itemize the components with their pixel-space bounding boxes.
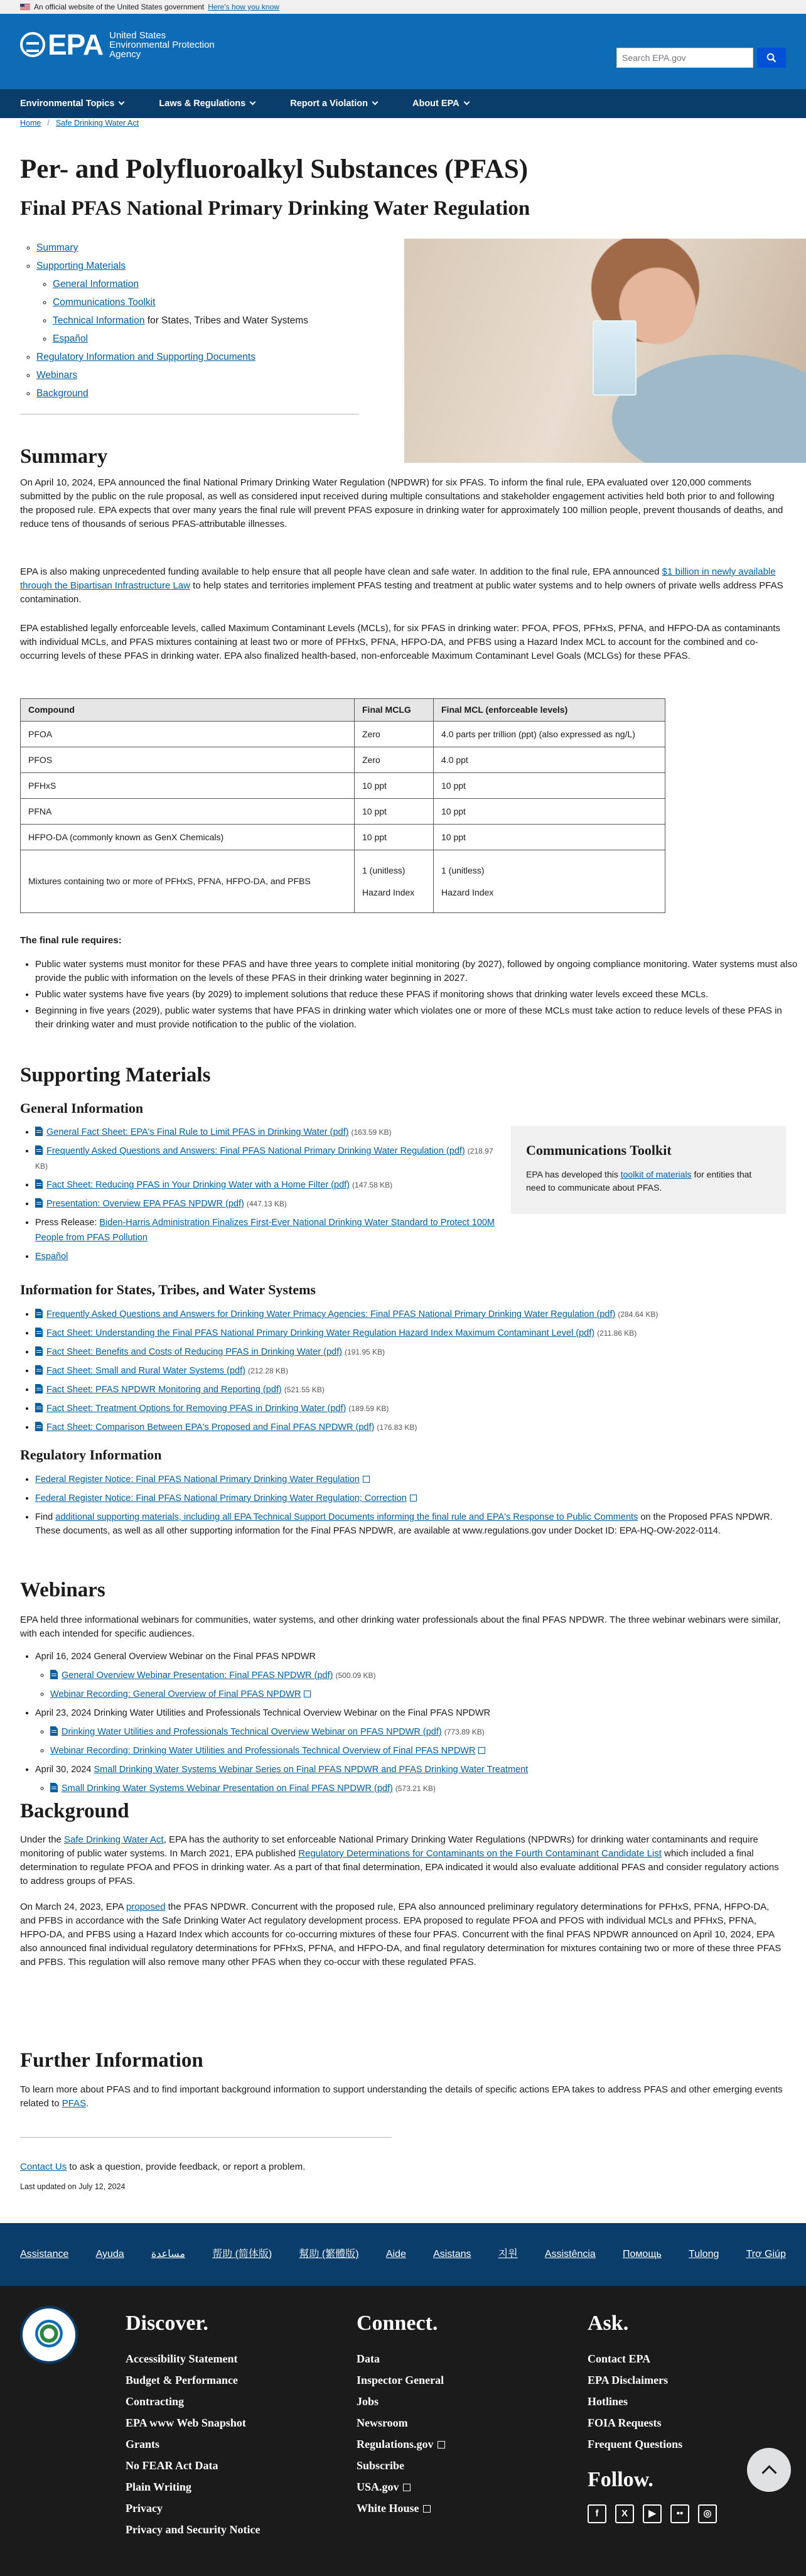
footer-link[interactable]: FOIA Requests bbox=[588, 2416, 662, 2429]
last-updated: Last updated on July 12, 2024 bbox=[20, 2182, 126, 2191]
x-icon[interactable]: X bbox=[615, 2504, 634, 2523]
table-row: PFHxS 10 ppt 10 ppt bbox=[21, 773, 665, 799]
social-links bbox=[588, 2504, 717, 2523]
search-icon bbox=[766, 53, 776, 63]
lang-link[interactable]: Trợ Giúp bbox=[746, 2249, 786, 2259]
lang-link[interactable]: Assistência bbox=[544, 2249, 596, 2259]
col-compound: Compound bbox=[21, 699, 355, 722]
general-heading: General Information bbox=[20, 1100, 144, 1116]
toc-background[interactable]: Background bbox=[36, 387, 89, 399]
pdf-icon bbox=[35, 1346, 43, 1356]
footer-link[interactable]: Privacy bbox=[126, 2502, 163, 2514]
col-mclg: Final MCLG bbox=[355, 699, 434, 722]
footer-link[interactable]: Privacy and Security Notice bbox=[126, 2523, 261, 2536]
footer-link[interactable]: Newsroom bbox=[357, 2416, 408, 2429]
funding-link[interactable]: $1 billion in newly available through the Bipartisan Infrastructure Law bbox=[20, 566, 776, 591]
footer-link[interactable]: Grants bbox=[126, 2438, 159, 2450]
table-row: PFOA Zero 4.0 parts per trillion (ppt) (also expressed as ng/L) bbox=[21, 722, 665, 747]
pdf-icon bbox=[50, 1783, 58, 1792]
reg-heading: Regulatory Information bbox=[20, 1447, 162, 1463]
breadcrumb-sdwa[interactable]: Safe Drinking Water Act bbox=[55, 119, 139, 127]
footer-link[interactable]: Inspector General bbox=[357, 2374, 444, 2386]
lang-link[interactable]: Ayuda bbox=[95, 2249, 124, 2259]
tech-heading: Information for States, Tribes, and Water Systems bbox=[20, 1282, 316, 1297]
toc-summary[interactable]: Summary bbox=[36, 242, 78, 253]
footer-link[interactable]: Frequent Questions bbox=[588, 2438, 683, 2450]
summary-p1: On April 10, 2024, EPA announced the final National Primary Drinking Water Regulation (NPDWR) for six PFAS. To inform the final rule, EPA evaluated over 120,000 comments submitted by the public on the rule proposal, as well as considered input received during multiple consultations and stakeholder engagement activities held both prior to and following the proposed rule. EPA expects that over many years the final rule will prevent PFAS exposure in drinking water for approximately 100 million people, prevent thousands of deaths, and reduce tens of thousands of serious PFAS-attributable illnesses. bbox=[20, 477, 783, 529]
reg-list: • Federal Register Notice: Final PFAS National Primary Drinking Water Regulation • Federal Register Notice: Final PFAS National Primary Drinking Water Regulation; Correction • Find additional supporting materials, including all EPA Technical Support Documents informing the final rule and EPA's Response to Public Comments on the Proposed PFAS NPDWR. These documents, as well as all other supporting information for the Final PFAS NPDWR, are available at www.regulations.gov under Docket ID: EPA-HQ-OW-2022-0114. bbox=[20, 1470, 786, 1538]
lang-link[interactable]: Asistans bbox=[433, 2249, 471, 2259]
epa-logo[interactable]: EPA United States Environmental Protection Agency bbox=[20, 28, 215, 62]
toc-technical[interactable]: Technical Information bbox=[53, 315, 145, 326]
water-glass bbox=[593, 320, 637, 396]
summary-p2: EPA is also making unprecedented funding available to help ensure that all people have clean and safe water. In addition to the final rule, EPA announced $1 billion in newly available through the Bipartisan Infrastructure Law to help states and territories implement PFAS testing and treatment at public water systems and to help owners of private wells address PFAS contamination. bbox=[20, 566, 783, 605]
list-item: • Beginning in five years (2029), public water systems that have PFAS in drinking water which violates one or more of these MCLs must take action to reduce levels of these PFAS in their drinking water and must provide notification to the public of the violation. bbox=[35, 1004, 801, 1032]
footer-link[interactable]: EPA www Web Snapshot bbox=[126, 2416, 246, 2429]
chevron-down-icon bbox=[372, 99, 379, 106]
general-link-1[interactable]: General Fact Sheet: EPA's Final Rule to Limit PFAS in Drinking Water (pdf) bbox=[46, 1127, 349, 1137]
pdf-icon bbox=[35, 1328, 43, 1337]
footer-link[interactable]: EPA Disclaimers bbox=[588, 2374, 669, 2386]
pdf-icon bbox=[35, 1145, 43, 1155]
breadcrumb: Home / Safe Drinking Water Act bbox=[20, 119, 139, 127]
nav-report-violation[interactable]: Report a Violation bbox=[290, 89, 377, 118]
comms-toolkit-box bbox=[511, 1126, 786, 1214]
pdf-icon bbox=[35, 1127, 43, 1136]
breadcrumb-home[interactable]: Home bbox=[20, 119, 41, 127]
epa-logo-icon bbox=[20, 32, 45, 57]
further-heading: Further Information bbox=[20, 2049, 203, 2072]
main-content bbox=[20, 154, 786, 414]
lang-link[interactable]: 幫助 (繁體版) bbox=[299, 2249, 359, 2259]
external-link-icon bbox=[423, 2505, 431, 2513]
general-list: • General Fact Sheet: EPA's Final Rule to Limit PFAS in Drinking Water (pdf) (163.59 KB) • Frequently Asked Questions and Answers: Final PFAS National Primary Drinking Water Regulation (pdf) (218.97 KB) • Fact Sheet: Reducing PFAS in Your Drinking Water with a Home Filter (pdf) (147.58 KB) • Presentation: Overview EPA PFAS NPDWR (pdf) (447.13 KB) • Press Release: Biden-Harris Administration Finalizes First-Ever National Drinking Water Standard to Protect 100M People from PFAS Pollution • Español bbox=[20, 1123, 503, 1266]
nav-about-epa[interactable]: About EPA bbox=[412, 89, 469, 118]
tech-link-2[interactable]: Fact Sheet: Understanding the Final PFAS National Primary Drinking Water Regulation Hazard Index Maximum Contaminant Level (pdf) bbox=[46, 1328, 595, 1338]
toc-supporting[interactable]: Supporting Materials bbox=[36, 260, 126, 271]
footer-link[interactable]: Regulations.gov bbox=[357, 2433, 445, 2455]
footer-link[interactable]: Data bbox=[357, 2352, 380, 2365]
footer-link[interactable]: Hotlines bbox=[588, 2395, 628, 2408]
summary-heading: Summary bbox=[20, 445, 108, 468]
external-link-icon bbox=[438, 2441, 445, 2449]
tech-link-5[interactable]: Fact Sheet: PFAS NPDWR Monitoring and Reporting (pdf) bbox=[46, 1385, 282, 1395]
nav-environmental-topics[interactable]: Environmental Topics bbox=[20, 89, 124, 118]
back-to-top-button[interactable] bbox=[747, 2448, 791, 2492]
espanol-link[interactable]: Español bbox=[35, 1252, 68, 1262]
supporting-heading: Supporting Materials bbox=[20, 1064, 211, 1086]
toc-regulatory[interactable]: Regulatory Information and Supporting Documents bbox=[36, 351, 255, 362]
list-item: • Public water systems have five years (by 2029) to implement solutions that reduce these PFAS if monitoring shows that drinking water levels exceed these MCLs. bbox=[35, 988, 801, 1002]
mcl-table bbox=[20, 698, 665, 913]
summary-p3: EPA established legally enforceable levels, called Maximum Contaminant Levels (MCLs), for six PFAS in drinking water: PFOA, PFOS, PFHxS, PFNA, and HFPO-DA as contaminants with individual MCLs, and PFAS mixtures containing at least two or more of PFHxS, PFNA, HFPO-DA, and PFBS using a Hazard Index MCL to account for the combined and co-occurring levels of these PFAS in drinking water. EPA also finalized health-based, non-enforceable Maximum Contaminant Level Goals (MCLGs) for these PFAS. bbox=[20, 623, 781, 661]
contact-line: Contact Us to ask a question, provide feedback, or report a problem. bbox=[20, 2162, 306, 2172]
footer-link[interactable]: No FEAR Act Data bbox=[126, 2459, 218, 2472]
site-search bbox=[616, 48, 786, 68]
lang-link[interactable]: Assistance bbox=[20, 2249, 69, 2259]
pdf-icon bbox=[35, 1198, 43, 1208]
webinar3-pdf-link[interactable]: Small Drinking Water Systems Webinar Presentation on Final PFAS NPDWR (pdf) bbox=[62, 1783, 393, 1794]
background-heading: Background bbox=[20, 1800, 129, 1822]
general-link-3[interactable]: Fact Sheet: Reducing PFAS in Your Drinking Water with a Home Filter (pdf) bbox=[46, 1180, 350, 1190]
chevron-down-icon bbox=[119, 99, 125, 106]
webinars-heading: Webinars bbox=[20, 1579, 105, 1601]
page-subtitle: Final PFAS National Primary Drinking Water Regulation bbox=[20, 197, 530, 220]
agency-name: United States Environmental Protection Agency bbox=[109, 30, 215, 60]
requires-heading: The final rule requires: bbox=[20, 935, 122, 946]
lang-link[interactable]: Tulong bbox=[689, 2249, 719, 2259]
webinar-list: • April 16, 2024 General Overview Webinar on the Final PFAS NPDWR ◦ General Overview Webinar Presentation: Final PFAS NPDWR (pdf) (500.09 KB) ◦ Webinar Recording: General Overview of Final PFAS NPDWR • April 23, 2024 Drinking Water Utilities and Professionals Technical Overview Webinar on the Final PFAS NPDWR ◦ Drinking Water Utilities and Professionals Technical Overview Webinar on PFAS NPDWR (pdf) (773.89 KB) ◦ Webinar Recording: Drinking Water Utilities and Professionals Technical Overview of Final PFAS NPDWR • April 30, 2024 Small Drinking Water Systems Webinar Series on Final PFAS NPDWR and PFAS Drinking Water Treatment ◦ Small Drinking Water Systems Webinar Presentation on Final PFAS NPDWR (pdf) (573.21 KB) bbox=[20, 1647, 786, 1798]
pdf-icon bbox=[35, 1403, 43, 1412]
external-link-icon bbox=[363, 1476, 370, 1483]
lang-link[interactable]: Aide bbox=[385, 2249, 406, 2259]
external-link-icon bbox=[304, 1691, 311, 1697]
toolkit-link[interactable]: toolkit of materials bbox=[620, 1169, 692, 1179]
pdf-icon bbox=[35, 1384, 43, 1394]
footer-link[interactable]: Contact EPA bbox=[588, 2352, 651, 2365]
instagram-icon[interactable]: ◎ bbox=[698, 2504, 717, 2523]
youtube-icon[interactable]: ▶ bbox=[643, 2504, 662, 2523]
col-mcl: Final MCL (enforceable levels) bbox=[434, 699, 665, 722]
footer-link[interactable]: USA.gov bbox=[357, 2476, 445, 2498]
fr-correction-link[interactable]: Federal Register Notice: Final PFAS National Primary Drinking Water Regulation; Correction bbox=[35, 1493, 407, 1503]
epa-seal-icon bbox=[20, 2306, 78, 2364]
list-item: • Public water systems must monitor for these PFAS and have three years to complete initial monitoring (by 2027), followed by ongoing compliance monitoring. Water systems must also provide the public with information on the levels of these PFAS in their drinking water beginning in 2027. bbox=[35, 958, 801, 985]
sdwa-link[interactable]: Safe Drinking Water Act bbox=[64, 1834, 164, 1845]
webinar3-series-link[interactable]: Small Drinking Water Systems Webinar Series on Final PFAS NPDWR and PFAS Drinking Water Treatment bbox=[94, 1765, 529, 1775]
pdf-icon bbox=[35, 1309, 43, 1318]
lang-link[interactable]: 지원 bbox=[498, 2249, 518, 2259]
tech-link-6[interactable]: Fact Sheet: Treatment Options for Removing PFAS in Drinking Water (pdf) bbox=[46, 1404, 347, 1414]
pdf-icon bbox=[35, 1422, 43, 1431]
webinar1-pdf-link[interactable]: General Overview Webinar Presentation: Final PFAS NPDWR (pdf) bbox=[62, 1670, 333, 1680]
webinar1-recording-link[interactable]: Webinar Recording: General Overview of Final PFAS NPDWR bbox=[50, 1689, 301, 1699]
toc-general[interactable]: General Information bbox=[53, 278, 139, 290]
background-p1: Under the Safe Drinking Water Act, EPA has the authority to set enforceable National Primary Drinking Water Regulations (NPDWRs) for drinking water contaminants and require monitoring of public water systems. In March 2021, EPA published Regulatory Determinations for Contaminants on the Fourth Contaminant Candidate List which included a final determination to regulate PFOA and PFOS in drinking water. As a part of that final determination, EPA indicated it would also evaluate additional PFAS and consider regulatory actions to address groups of PFAS. bbox=[20, 1834, 779, 1886]
webinar2-recording-link[interactable]: Webinar Recording: Drinking Water Utilities and Professionals Technical Overview of Final PFAS NPDWR bbox=[50, 1746, 476, 1756]
table-row: PFOS Zero 4.0 ppt bbox=[21, 747, 665, 773]
footer-ask: Ask. Contact EPA EPA Disclaimers Hotlines FOIA Requests Frequent Questions Follow. f X ▶ •• ◎ bbox=[588, 2307, 717, 2523]
table-of-contents: ◦ Summary ◦ Supporting Materials ◦ General Information ◦ Communications Toolkit ◦ Technical Information for States, Tribes and Water Systems ◦ Español ◦ Regulatory Information and Supporting Documents ◦ Webinars ◦ Background bbox=[20, 239, 786, 414]
external-link-icon bbox=[478, 1747, 485, 1754]
contact-us-link[interactable]: Contact Us bbox=[20, 2162, 67, 2172]
comms-text: EPA has developed this toolkit of materials for entities that need to communicate about PFAS. bbox=[526, 1169, 752, 1193]
footer-link[interactable]: Jobs bbox=[357, 2395, 379, 2408]
tech-link-1[interactable]: Frequently Asked Questions and Answers for Drinking Water Primacy Agencies: Final PFAS National Primary Drinking Water Regulation (pdf) bbox=[46, 1309, 616, 1319]
search-button[interactable] bbox=[757, 48, 786, 68]
tech-link-7[interactable]: Fact Sheet: Comparison Between EPA's Proposed and Final PFAS NPDWR (pdf) bbox=[46, 1422, 375, 1432]
language-links bbox=[0, 2243, 806, 2266]
footer-discover: Discover. Accessibility Statement Budget & Performance Contracting EPA www Web Snapshot Grants No FEAR Act Data Plain Writing Privacy Privacy and Security Notice bbox=[126, 2307, 260, 2540]
footer-link[interactable]: Subscribe bbox=[357, 2459, 405, 2472]
press-release-link[interactable]: Biden-Harris Administration Finalizes First-Ever National Drinking Water Standard to Protect 100M People from PFAS Pollution bbox=[35, 1218, 495, 1243]
footer-connect: Connect. Data Inspector General Jobs Newsroom Regulations.gov Subscribe USA.gov White House bbox=[357, 2307, 445, 2519]
footer-link[interactable]: Budget & Performance bbox=[126, 2374, 238, 2386]
fr-notice-link[interactable]: Federal Register Notice: Final PFAS National Primary Drinking Water Regulation bbox=[35, 1475, 360, 1485]
search-input[interactable] bbox=[616, 48, 753, 68]
lang-link[interactable]: مساعدة bbox=[151, 2249, 185, 2259]
flickr-icon[interactable]: •• bbox=[670, 2504, 689, 2523]
toc-webinars[interactable]: Webinars bbox=[36, 369, 78, 381]
page-title: Per- and Polyfluoroalkyl Substances (PFAS) bbox=[20, 154, 529, 184]
tech-link-4[interactable]: Fact Sheet: Small and Rural Water Systems (pdf) bbox=[46, 1366, 245, 1376]
tech-list: • Frequently Asked Questions and Answers for Drinking Water Primacy Agencies: Final PFAS National Primary Drinking Water Regulation (pdf) (284.64 KB) • Fact Sheet: Understanding the Final PFAS National Primary Drinking Water Regulation Hazard Index Maximum Contaminant Level (pdf) (211.86 KB) • Fact Sheet: Benefits and Costs of Reducing PFAS in Drinking Water (pdf) (191.95 KB) • Fact Sheet: Small and Rural Water Systems (pdf) (212.28 KB) • Fact Sheet: PFAS NPDWR Monitoring and Reporting (pdf) (521.55 KB) • Fact Sheet: Treatment Options for Removing PFAS in Drinking Water (pdf) (189.59 KB) • Fact Sheet: Comparison Between EPA's Proposed and Final PFAS NPDWR (pdf) (176.83 KB) bbox=[20, 1305, 786, 1437]
footer-link[interactable]: Plain Writing bbox=[126, 2481, 191, 2493]
webinar2-pdf-link[interactable]: Drinking Water Utilities and Professionals Technical Overview Webinar on PFAS NPDWR (pdf) bbox=[62, 1727, 442, 1737]
table-row: Mixtures containing two or more of PFHxS, PFNA, HFPO-DA, and PFBS 1 (unitless) Hazard Index 1 (unitless) Hazard Index bbox=[21, 850, 665, 913]
site-footer bbox=[0, 2286, 806, 2576]
comms-heading: Communications Toolkit bbox=[526, 1142, 672, 1158]
chevron-down-icon bbox=[250, 99, 256, 106]
proposed-link[interactable]: proposed bbox=[126, 1902, 166, 1912]
table-row: PFNA 10 ppt 10 ppt bbox=[21, 799, 665, 825]
pdf-icon bbox=[35, 1365, 43, 1375]
pdf-icon bbox=[35, 1179, 43, 1189]
further-text: To learn more about PFAS and to find important background information to support understanding the details of specific actions EPA takes to address PFAS and other emerging events related to PFAS. bbox=[20, 2084, 783, 2109]
external-link-icon bbox=[410, 1495, 417, 1502]
tech-link-3[interactable]: Fact Sheet: Benefits and Costs of Reducing PFAS in Drinking Water (pdf) bbox=[46, 1347, 342, 1357]
requires-list bbox=[35, 958, 801, 1034]
chevron-down-icon bbox=[463, 99, 470, 106]
background-p2: On March 24, 2023, EPA proposed the PFAS NPDWR. Concurrent with the proposed rule, EPA also announced preliminary regulatory determinations for PFHxS, PFNA, HFPO-DA, and PFBS in accordance with the Safe Drinking Water Act regulatory development process. EPA proposed to regulate PFOA and PFOS with individual MCLs and PFHxS, PFNA, HFPO-DA, and PFBS using a Hazard Index which accounts for co-occurring mixtures of these four PFAS. Concurrent with the final PFAS NPDWR announced on April 10, 2024, EPA also announced final individual regulatory determinations for PFHxS, PFNA, and HFPO-DA, and final regulatory determination for mixtures containing two or more of these three PFAS and PFBS. This regulation will also remove many other PFAS when they co-occur with these regulated PFAS. bbox=[20, 1902, 782, 1967]
lang-link[interactable]: 帮助 (简体版) bbox=[212, 2249, 272, 2259]
table-row: HFPO-DA (commonly known as GenX Chemicals) 10 ppt 10 ppt bbox=[21, 825, 665, 850]
content-divider bbox=[20, 2137, 392, 2138]
facebook-icon[interactable]: f bbox=[588, 2504, 606, 2523]
footer-link[interactable]: Contracting bbox=[126, 2395, 184, 2408]
pdf-icon bbox=[50, 1670, 58, 1679]
pdf-icon bbox=[50, 1726, 58, 1736]
regdet-link[interactable]: Regulatory Determinations for Contaminants on the Fourth Contaminant Candidate List bbox=[298, 1848, 662, 1859]
webinars-intro: EPA held three informational webinars for communities, water systems, and other drinking water professionals about the final PFAS NPDWR. The three webinar webinars were similar, with each intended for specific audiences. bbox=[20, 1615, 781, 1639]
nav-laws-regulations[interactable]: Laws & Regulations bbox=[159, 89, 255, 118]
us-flag-icon bbox=[20, 4, 30, 10]
pfas-link[interactable]: PFAS bbox=[62, 2098, 87, 2109]
general-link-4[interactable]: Presentation: Overview EPA PFAS NPDWR (pdf) bbox=[46, 1199, 244, 1209]
lang-link[interactable]: Помощь bbox=[623, 2249, 662, 2259]
toc-espanol[interactable]: Español bbox=[53, 333, 89, 344]
gov-banner: An official website of the United States government Here's how you know bbox=[0, 0, 806, 14]
how-you-know-link[interactable]: Here's how you know bbox=[208, 3, 279, 11]
footer-link[interactable]: Accessibility Statement bbox=[126, 2352, 238, 2365]
toc-comms[interactable]: Communications Toolkit bbox=[53, 296, 156, 308]
general-link-2[interactable]: Frequently Asked Questions and Answers: Final PFAS National Primary Drinking Water Regulation (pdf) bbox=[46, 1146, 465, 1156]
site-header bbox=[0, 14, 806, 89]
hero-image bbox=[404, 239, 806, 463]
main-nav bbox=[0, 89, 806, 118]
supporting-materials-link[interactable]: additional supporting materials, including all EPA Technical Support Documents informing the final rule and EPA's Response to Public Comments bbox=[55, 1512, 638, 1522]
external-link-icon bbox=[403, 2484, 411, 2491]
footer-link[interactable]: White House bbox=[357, 2498, 445, 2519]
